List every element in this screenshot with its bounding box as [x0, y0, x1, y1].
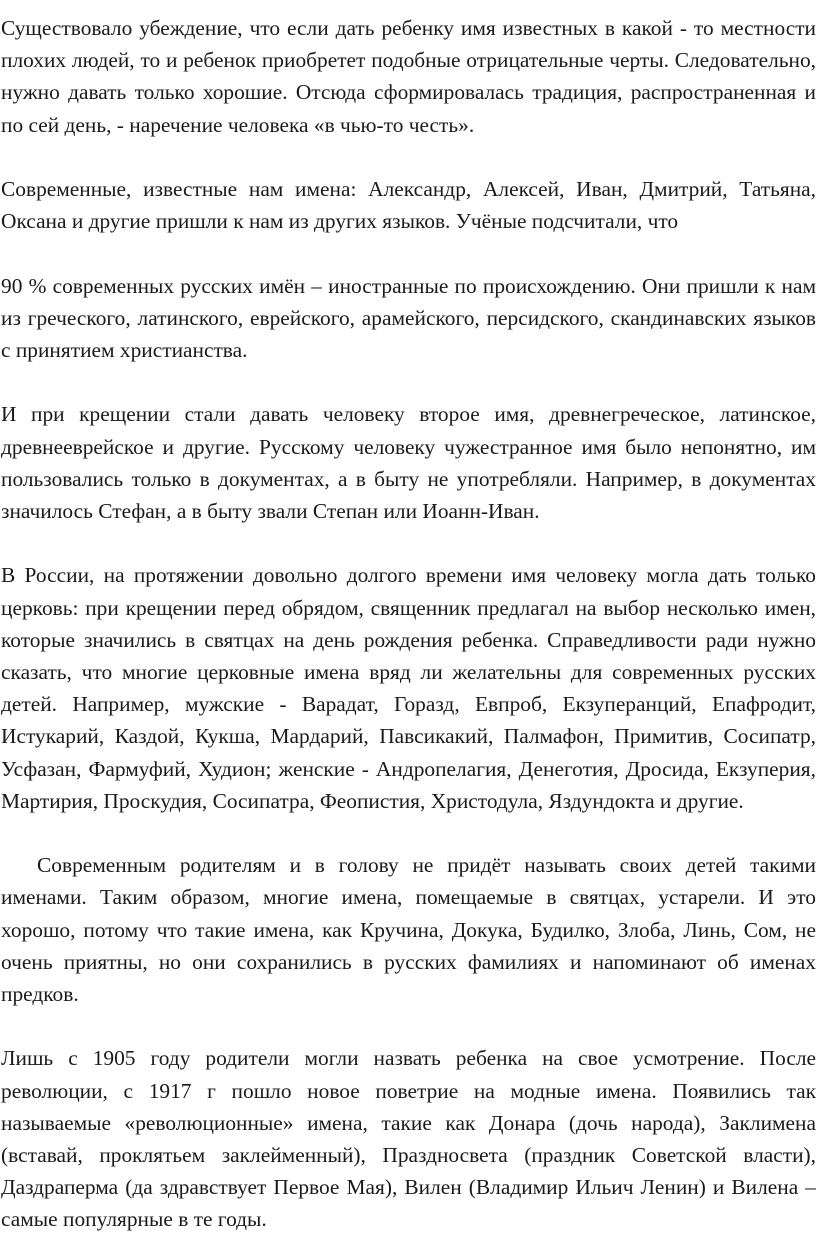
paragraph-revolutionary-names: Лишь с 1905 году родители могли назвать ребенка на свое усмотрение. После революции, с 1917 г пошло новое поветрие на модные имена. Появились так называемые «революционные» имена, такие как Донара (дочь народа), Заклимена (вставай, проклятьем заклейменный), Праздносвета (праздник Советской власти), Даздраперма (да здравствует Первое Мая), Вилен (Владимир Ильич Ленин) и Вилена – самые популярные в те годы.: [1, 1046, 816, 1232]
paragraph-modern-names: Современные, известные нам имена: Александр, Алексей, Иван, Дмитрий, Татьяна, Оксана и другие пришли к нам из других языков. Учёные подсчитали, что: [1, 177, 816, 234]
paragraph-outdated-names: Современным родителям и в голову не придёт называть своих детей такими именами. Таким образом, многие имена, помещаемые в святцах, устарели. И это хорошо, потому что такие имена, как Кручина, Докука, Будилко, Злоба, Линь, Сом, не очень приятны, но они сохранились в русских фамилиях и напоминают об именах предков.: [1, 853, 816, 1007]
paragraph-foreign-origin: 90 % современных русских имён – иностранные по происхождению. Они пришли к нам из греческого, латинского, еврейского, арамейского, персидского, скандинавских языков с принятием христианства.: [1, 273, 816, 362]
paragraph-baptism-names: И при крещении стали давать человеку второе имя, древнегреческое, латинское, древнееврейское и другие. Русскому человеку чужестранное имя было непонятно, им пользовались только в документах, а в быту не употребляли. Например, в документах значилось Стефан, а в быту звали Степан или Иоанн-Иван.: [1, 402, 816, 523]
paragraph-church-names: В России, на протяжении довольно долгого времени имя человеку могла дать только церковь: при крещении перед обрядом, священник предлагал на выбор несколько имен, которые значились в святцах на день рождения ребенка. Справедливости ради нужно сказать, что многие церковные имена вряд ли желательны для современных русских детей. Например, мужские - Варадат, Горазд, Евпроб, Екзуперанций, Епафродит, Истукарий, Каздой, Кукша, Мардарий, Павсикакий, Палмафон, Примитив, Сосипатр, Усфазан, Фармуфий, Худион; женские - Андропелагия, Денеготия, Дросида, Екзуперия, Мартирия, Проскудия, Сосипатра, Феопистия, Христодула, Яздундокта и другие.: [1, 563, 816, 813]
paragraph-naming-belief: Существовало убеждение, что если дать ребенку имя известных в какой - то местности плохих людей, то и ребенок приобретет подобные отрицательные черты. Следовательно, нужно давать только хорошие. Отсюда сформировалась традиция, распространенная и по сей день, - наречение человека «в чью-то честь».: [1, 16, 816, 137]
